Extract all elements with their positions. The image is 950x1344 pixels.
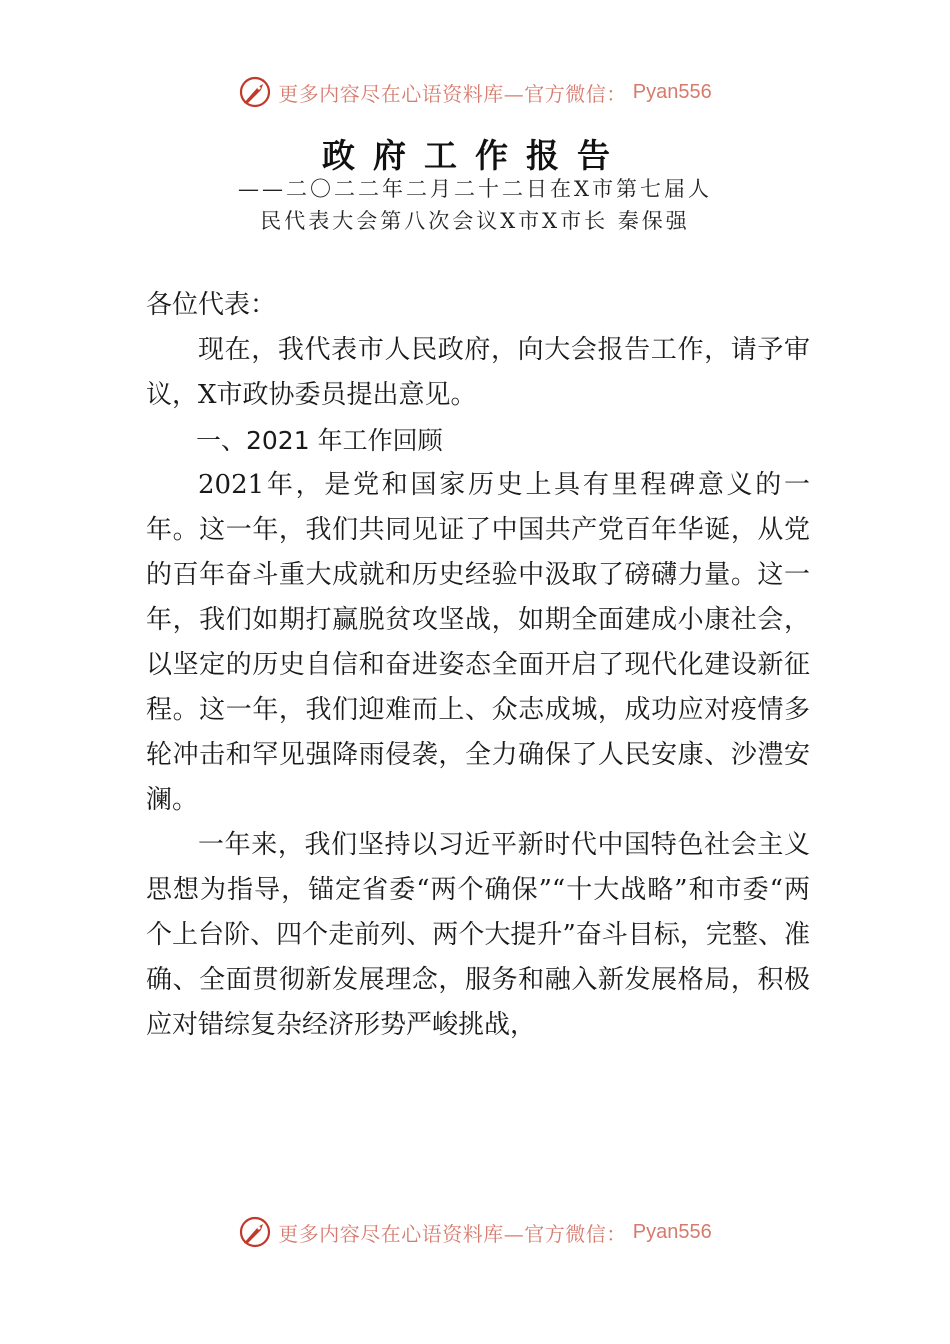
document-subtitle-line-2: 民代表大会第八次会议X市X市长 秦保强 — [260, 209, 690, 233]
document-subtitle-line-1: ——二〇二二年二月二十二日在X市第七届人 — [238, 177, 712, 201]
footer-watermark-banner — [0, 1212, 950, 1252]
section-heading: 一、2021 年工作回顾 — [196, 426, 443, 455]
banner-contact: Pyan556 — [632, 1220, 712, 1243]
banner-contact: Pyan556 — [632, 80, 712, 103]
salutation: 各位代表： — [146, 290, 277, 320]
pen-nib-logo-icon — [238, 75, 272, 109]
paragraph: 一年来，我们坚持以习近平新时代中国特色社会主义思想为指导，锚定省委“两个确保”“十大战略”和市委“两个上台阶、四个走前列、两个大提升”奋斗目标，完整、准确、全面贯彻新发展理念，服务和融入新发展格局，积极应对错综复杂经济形势严峻挑战， — [146, 830, 810, 1040]
document-body — [146, 283, 810, 1048]
header-watermark-banner — [0, 72, 950, 112]
banner-text: 更多内容尽在心语资料库—官方微信： — [278, 81, 627, 106]
banner-text: 更多内容尽在心语资料库—官方微信： — [278, 1221, 627, 1246]
pen-nib-logo-icon — [238, 1215, 272, 1249]
paragraph: 现在，我代表市人民政府，向大会报告工作，请予审议，X市政协委员提出意见。 — [146, 335, 810, 410]
document-title: 政府工作报告 — [322, 136, 628, 175]
paragraph: 2021年，是党和国家历史上具有里程碑意义的一年。这一年，我们共同见证了中国共产党百年华诞，从党的百年奋斗重大成就和历史经验中汲取了磅礴力量。这一年，我们如期打赢脱贫攻坚战，如期全面建成小康社会，以坚定的历史自信和奋进姿态全面开启了现代化建设新征程。这一年，我们迎难而上、众志成城，成功应对疫情多轮冲击和罕见强降雨侵袭，全力确保了人民安康、沙澧安澜。 — [146, 470, 810, 815]
